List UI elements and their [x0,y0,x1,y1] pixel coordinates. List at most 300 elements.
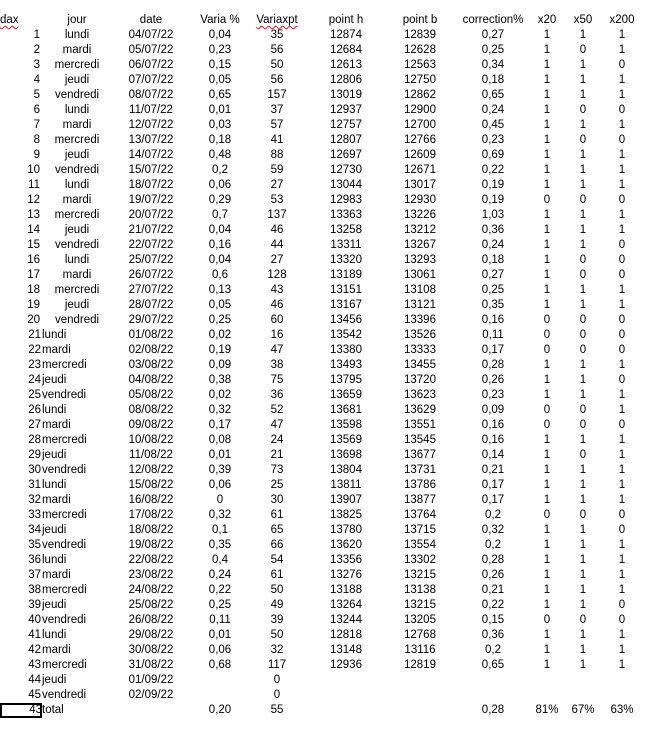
cell-row-number: 32 [28,494,41,506]
cell-x20: 1 [543,584,551,596]
cell-x200: 0 [618,614,626,626]
cell-point-b: 13731 [404,464,436,476]
cell-date: 16/08/22 [128,494,174,506]
cell-point-b: 13293 [404,254,436,266]
cell-point-b: 13215 [404,569,436,581]
cell-variaxpt: 44 [270,239,284,251]
cell-x50: 0 [579,104,587,116]
cell-x200: 1 [618,119,626,131]
cell-x200: 1 [618,494,626,506]
cell-point-b: 13554 [404,539,436,551]
cell-variaxpt: 27 [270,254,284,266]
cell-x200: 0 [618,329,626,341]
table-row [0,283,647,298]
cell-variaxpt: 65 [270,524,284,536]
cell-correction: 0,23 [481,389,505,401]
cell-x20: 1 [543,89,551,101]
cell-date: 31/08/22 [128,659,174,671]
table-row [0,418,647,433]
cell-point-h [318,673,374,688]
table-row [0,313,647,328]
cell-point-h: 12936 [330,659,362,671]
cell-point-b: 13212 [404,224,436,236]
cell-point-b: 13629 [404,404,436,416]
cell-point-b: 13108 [404,284,436,296]
cell-x200: 1 [618,284,626,296]
table-row [0,343,647,358]
cell-day: jeudi [42,599,67,611]
cell-x20: 1 [543,644,551,656]
cell-x20: 0 [543,344,551,356]
cell-correction: 0,25 [481,284,505,296]
cell-x20 [532,673,562,688]
cell-x50: 1 [579,599,587,611]
cell-correction: 0,21 [481,584,505,596]
table-row [0,58,647,73]
cell-variaxpt: 49 [270,599,284,611]
cell-x200: 1 [618,389,626,401]
cell-point-h: 13276 [330,569,362,581]
cell-point-b: 12628 [404,44,436,56]
cell-row-number: 38 [28,584,41,596]
cell-x50 [568,688,598,703]
cell-correction: 0,36 [481,629,505,641]
cell-correction: 0,14 [481,449,505,461]
header-x200: x200 [609,14,635,26]
cell-variaxpt: 16 [270,329,284,341]
cell-row-number: 39 [28,599,41,611]
cell-point-b: 13526 [404,329,436,341]
cell-variaxpt: 36 [270,389,284,401]
cell-variaxpt: 35 [270,29,284,41]
cell-row-number: 27 [28,419,41,431]
cell-x200: 0 [618,374,626,386]
cell-x20 [532,688,562,703]
cell-row-number: 13 [27,209,40,221]
cell-varia-pct: 0,17 [208,419,232,431]
table-row [0,673,647,688]
table-row [0,493,647,508]
table-row [0,208,647,223]
cell-varia-pct: 0,06 [208,179,232,191]
cell-x20: 0 [543,419,551,431]
cell-date: 08/07/22 [128,89,174,101]
cell-date: 28/07/22 [128,299,174,311]
table-row [0,538,647,553]
cell-day: jeudi [64,74,90,86]
cell-x200 [604,688,640,703]
cell-point-b: 13017 [404,179,436,191]
cell-varia-pct: 0,32 [208,509,232,521]
cell-x20: 1 [543,269,551,281]
cell-row-number: 41 [28,629,41,641]
cell-point-b: 13121 [404,299,436,311]
cell-varia-pct: 0,11 [209,614,231,626]
cell-point-b: 12819 [404,659,436,671]
cell-varia-pct: 0,19 [208,344,232,356]
table-row [0,553,647,568]
cell-point-b: 13226 [404,209,436,221]
cell-x50: 1 [579,524,587,536]
cell-point-b: 13138 [404,584,436,596]
cell-date: 20/07/22 [128,209,174,221]
cell-row-number: 22 [28,344,41,356]
cell-day: mercredi [42,584,87,596]
cell-x50: 1 [579,284,587,296]
table-row [0,478,647,493]
cell-correction: 0,65 [481,659,505,671]
cell-x200: 1 [618,359,626,371]
cell-x50: 0 [579,254,587,266]
cell-varia-pct: 0,13 [208,284,232,296]
cell-point-h: 13356 [330,554,362,566]
cell-variaxpt: 60 [270,314,284,326]
cell-row-number: 19 [27,299,40,311]
cell-row-number: 40 [28,614,41,626]
cell-x200: 0 [618,269,626,281]
cell-variaxpt: 56 [270,44,284,56]
cell-varia-pct: 0,25 [208,314,232,326]
cell-x20: 1 [543,59,551,71]
cell-point-h: 13151 [330,284,362,296]
cell-x20: 0 [543,329,551,341]
cell-x20: 0 [543,404,551,416]
cell-row-number: 10 [27,164,40,176]
cell-row-number: 6 [33,104,40,116]
cell-variaxpt: 53 [270,194,284,206]
cell-x50: 0 [579,419,587,431]
cell-point-h: 13907 [330,494,362,506]
table-row [0,148,647,163]
cell-correction: 0,65 [481,89,505,101]
total-varia: 0,20 [208,704,232,716]
cell-x50: 1 [579,149,587,161]
cell-x50: 1 [579,569,587,581]
cell-row-number: 26 [28,404,41,416]
cell-variaxpt: 32 [270,644,284,656]
cell-x20: 1 [543,104,551,116]
cell-row-number: 45 [28,689,41,701]
cell-date: 22/08/22 [128,554,174,566]
cell-x20: 1 [543,224,551,236]
cell-correction: 0,21 [481,464,505,476]
cell-date: 18/07/22 [128,179,174,191]
cell-point-b: 13455 [404,359,436,371]
cell-variaxpt: 88 [270,149,284,161]
cell-x200: 0 [618,314,626,326]
cell-varia-pct: 0,48 [208,149,232,161]
cell-row-number: 28 [28,434,41,446]
cell-x200: 1 [618,539,626,551]
cell-x200: 1 [618,584,626,596]
cell-row-number: 8 [33,134,40,146]
cell-x20: 1 [543,209,551,221]
cell-x50: 1 [579,179,587,191]
cell-date: 08/08/22 [128,404,174,416]
cell-varia-pct: 0,05 [208,299,232,311]
cell-correction: 0,19 [481,194,505,206]
cell-point-h: 13363 [330,209,362,221]
cell-varia-pct: 0,09 [208,359,232,371]
cell-variaxpt: 50 [270,629,284,641]
cell-x20: 1 [543,554,551,566]
cell-variaxpt: 37 [270,104,284,116]
cell-varia-pct: 0,05 [208,74,232,86]
cell-x50: 1 [579,359,587,371]
cell-date: 18/08/22 [128,524,174,536]
cell-correction: 0,2 [485,509,501,521]
cell-date: 04/08/22 [128,374,174,386]
cell-varia-pct: 0,06 [208,644,232,656]
cell-variaxpt: 30 [270,494,284,506]
table-row [0,103,647,118]
cell-x200: 1 [618,644,626,656]
cell-x50: 1 [579,119,587,131]
cell-x50: 0 [579,344,587,356]
cell-varia-pct: 0,23 [208,44,232,56]
cell-x200: 1 [618,554,626,566]
header-date: date [139,14,163,26]
cell-varia-pct: 0 [216,494,224,506]
cell-variaxpt: 0 [273,689,281,701]
cell-point-h: 13620 [330,539,362,551]
cell-varia-pct: 0,04 [208,29,232,41]
cell-x200: 1 [618,629,626,641]
cell-point-h: 13659 [330,389,362,401]
table-row [0,268,647,283]
table-row [0,223,647,238]
total-x20: 81% [535,704,559,716]
cell-date: 21/07/22 [128,224,174,236]
cell-date: 22/07/22 [128,239,174,251]
cell-x20: 0 [543,194,551,206]
cell-point-b: 13545 [404,434,436,446]
cell-date: 25/08/22 [128,599,174,611]
cell-day: lundi [42,404,67,416]
cell-day: mardi [62,44,92,56]
cell-varia-pct: 0,24 [208,569,232,581]
cell-x20: 1 [543,44,551,56]
cell-point-b: 13786 [404,479,436,491]
cell-x20: 1 [543,284,551,296]
cell-variaxpt: 39 [270,614,284,626]
cell-point-b: 12750 [404,74,436,86]
cell-x50: 1 [579,494,587,506]
table-row [0,433,647,448]
cell-point-h: 13569 [330,434,362,446]
cell-correction [458,673,528,688]
cell-x20: 0 [543,614,551,626]
cell-point-h: 13244 [330,614,362,626]
cell-x50: 1 [579,239,587,251]
cell-varia-pct: 0,01 [208,104,232,116]
cell-x20: 1 [543,134,551,146]
cell-correction: 0,09 [481,404,505,416]
cell-date: 19/07/22 [128,194,174,206]
cell-x50: 1 [579,464,587,476]
cell-variaxpt: 50 [270,59,284,71]
cell-day: mercredi [54,59,100,71]
header-variaxpt-text: Variaxpt [256,14,298,26]
cell-x20: 0 [543,509,551,521]
cell-point-b: 13333 [404,344,436,356]
cell-correction: 0,26 [481,569,505,581]
cell-x50: 1 [579,539,587,551]
cell-date: 26/08/22 [128,614,174,626]
cell-x20: 1 [543,299,551,311]
cell-variaxpt: 21 [270,449,284,461]
cell-day: lundi [42,629,67,641]
header-varia-pct: Varia % [200,14,240,26]
header-x50: x50 [573,14,593,26]
cell-row-number: 23 [28,359,41,371]
cell-day: lundi [42,554,67,566]
header-correction: correction% [462,14,524,26]
cell-day: mardi [42,494,71,506]
table-row [0,523,647,538]
cell-row-number: 18 [27,284,40,296]
cell-point-b: 13715 [404,524,436,536]
cell-x200: 1 [618,569,626,581]
header-point-b: point b [402,14,438,26]
cell-point-h: 13189 [330,269,362,281]
cell-point-h: 12697 [330,149,362,161]
cell-point-h: 13167 [330,299,362,311]
cell-day: jeudi [64,149,90,161]
cell-point-h [318,688,374,703]
cell-x20: 1 [543,629,551,641]
cell-point-h: 13825 [330,509,362,521]
cell-point-h: 13598 [330,419,362,431]
cell-date: 06/07/22 [128,59,174,71]
cell-x50: 0 [579,449,587,461]
table-row [0,688,647,703]
cell-point-h: 12613 [330,59,362,71]
cell-correction: 0,26 [481,374,505,386]
table-row [0,463,647,478]
cell-row-number: 25 [28,389,41,401]
cell-x20: 1 [543,464,551,476]
cell-point-b: 13877 [404,494,436,506]
cell-x50: 1 [579,164,587,176]
cell-variaxpt: 25 [270,479,284,491]
cell-day: lundi [64,104,90,116]
table-row [0,598,647,613]
cell-x20: 1 [543,149,551,161]
total-label: total [42,704,64,716]
cell-row-number: 36 [28,554,41,566]
cell-x50: 1 [579,554,587,566]
cell-day: mercredi [42,659,87,671]
cell-x200: 0 [618,599,626,611]
cell-varia-pct: 0,7 [212,209,228,221]
cell-x50: 1 [579,374,587,386]
cell-x20: 1 [543,389,551,401]
cell-row-number: 16 [27,254,40,266]
cell-point-b: 12900 [404,104,436,116]
cell-row-number: 17 [27,269,40,281]
cell-varia-pct: 0,03 [208,119,232,131]
cell-point-h: 13681 [330,404,362,416]
cell-variaxpt: 27 [270,179,284,191]
cell-day: mercredi [42,359,87,371]
total-row [0,703,647,718]
cell-correction: 0,22 [481,599,505,611]
cell-x50: 0 [579,194,587,206]
total-variaxpt: 55 [270,704,284,716]
cell-variaxpt: 59 [270,164,284,176]
cell-point-b: 13677 [404,449,436,461]
cell-x50: 1 [579,59,587,71]
cell-correction: 0,24 [481,104,505,116]
cell-correction: 0,16 [481,314,505,326]
cell-point-b: 13623 [404,389,436,401]
cell-point-b: 13267 [404,239,436,251]
cell-day: jeudi [42,674,67,686]
cell-variaxpt: 41 [270,134,284,146]
cell-point-b: 12609 [404,149,436,161]
cell-x50: 1 [579,584,587,596]
cell-x20: 1 [543,569,551,581]
cell-day: vendredi [54,164,100,176]
cell-correction: 0,17 [481,479,505,491]
cell-varia-pct [194,688,246,703]
cell-point-h: 13188 [330,584,362,596]
cell-x200: 1 [618,299,626,311]
cell-date: 12/07/22 [128,119,174,131]
table-row [0,193,647,208]
cell-x200 [604,673,640,688]
cell-day: mardi [42,644,71,656]
cell-correction: 0,16 [481,419,505,431]
header-point-h: point h [328,14,364,26]
cell-varia-pct: 0,06 [208,479,232,491]
cell-date: 07/07/22 [128,74,174,86]
cell-point-b: 13205 [404,614,436,626]
cell-date: 03/08/22 [128,359,174,371]
cell-x20: 1 [543,374,551,386]
cell-correction: 0,17 [481,344,505,356]
cell-correction: 1,03 [481,209,505,221]
cell-day: jeudi [42,374,67,386]
cell-x20: 1 [543,449,551,461]
cell-variaxpt: 52 [270,404,284,416]
cell-date: 29/07/22 [128,314,174,326]
cell-x200: 0 [618,194,626,206]
cell-point-h: 12818 [330,629,362,641]
cell-date: 09/08/22 [128,419,174,431]
cell-varia-pct: 0,1 [212,524,228,536]
cell-x20: 1 [543,524,551,536]
cell-x50: 0 [579,44,587,56]
cell-point-h: 13493 [330,359,362,371]
cell-row-number: 37 [28,569,41,581]
cell-date: 05/07/22 [128,44,174,56]
total-correction: 0,28 [481,704,505,716]
cell-x20: 1 [543,599,551,611]
cell-row-number: 43 [28,659,41,671]
cell-date: 23/08/22 [128,569,174,581]
table-row [0,448,647,463]
cell-correction: 0,16 [481,434,505,446]
cell-variaxpt: 50 [270,584,284,596]
cell-date: 26/07/22 [128,269,174,281]
cell-point-b: 12671 [404,164,436,176]
cell-correction: 0,11 [482,329,504,341]
cell-point-b: 12563 [404,59,436,71]
cell-row-number: 7 [33,119,40,131]
cell-correction: 0,27 [481,269,505,281]
